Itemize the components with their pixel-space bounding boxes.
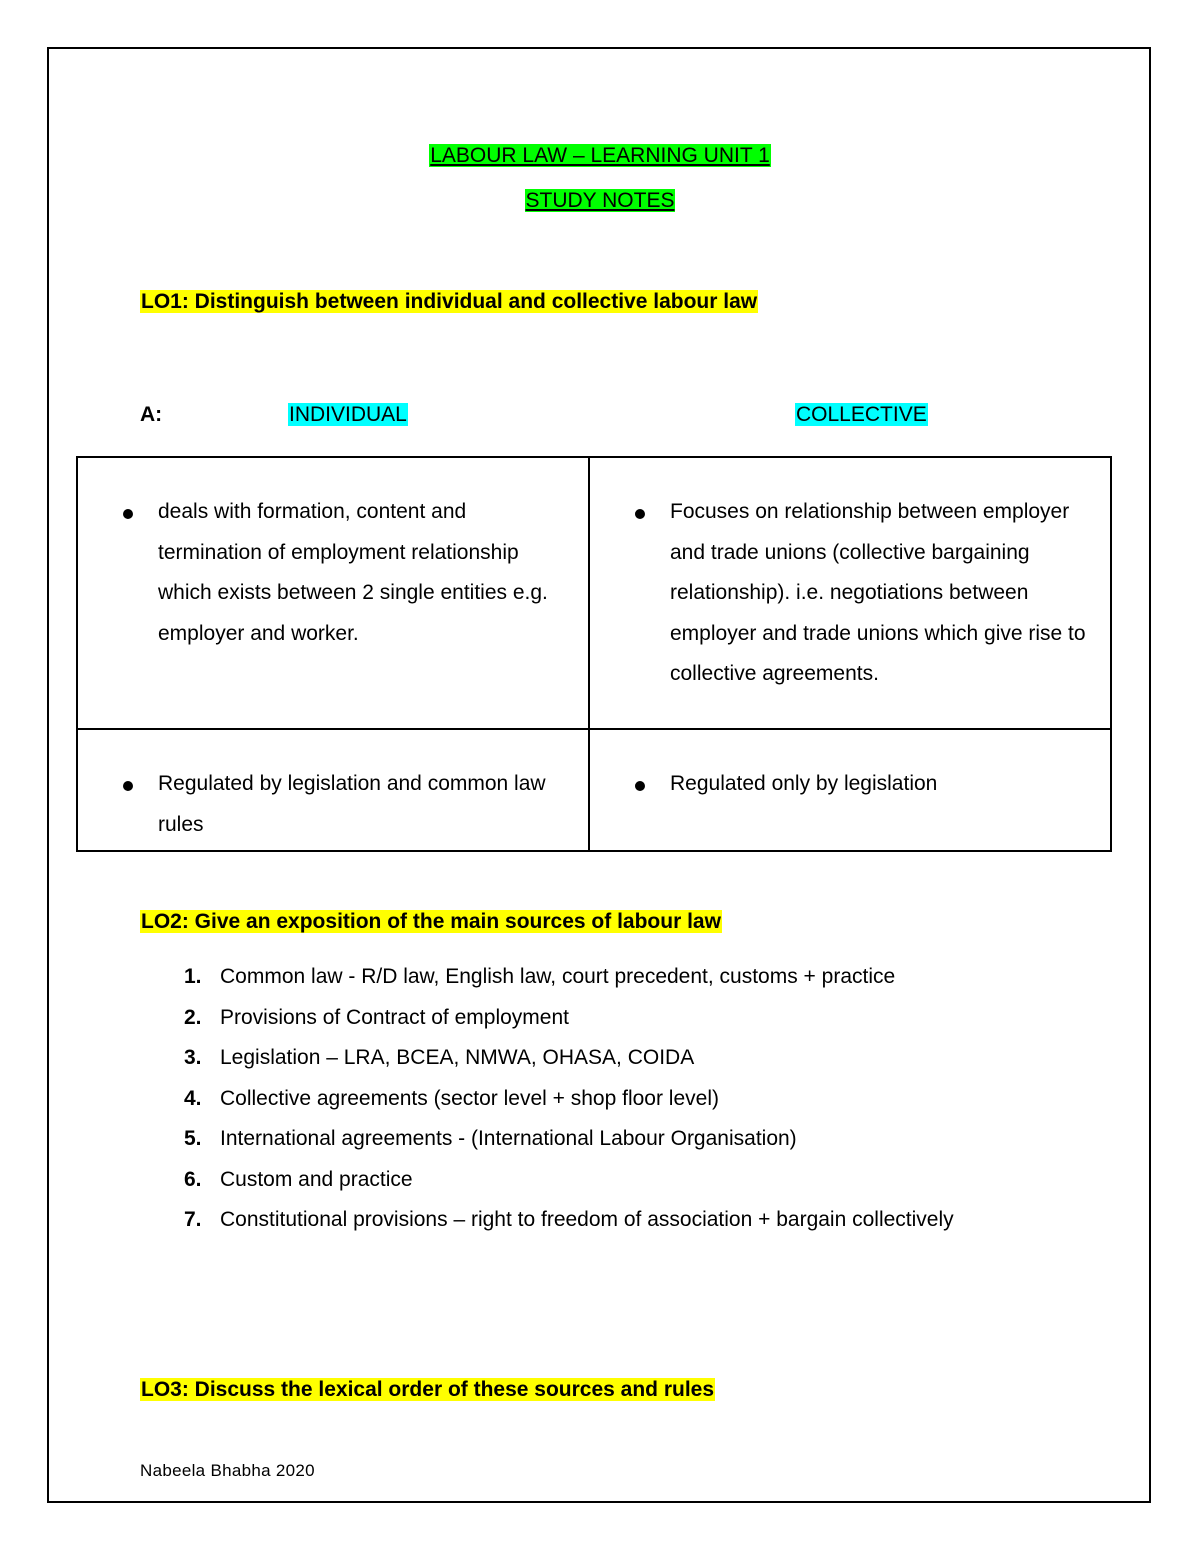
list-item-text: Collective agreements (sector level + shop floor level) [220,1086,719,1110]
individual-column-header-text: INDIVIDUAL [289,403,407,426]
collective-cell [589,729,1111,851]
bullet-icon [635,781,645,791]
document-title [0,143,1200,169]
list-item-text: Provisions of Contract of employment [220,1005,569,1029]
list-item [140,998,954,1039]
list-item [140,1038,954,1079]
lo3-heading-text: LO3: Discuss the lexical order of these sources and rules [141,1378,715,1401]
individual-cell-text: deals with formation, content and termination of employment relationship which exists between 2 single entities e.g. employer and worker. [158,500,548,645]
bullet-icon [123,781,133,791]
collective-cell-text: Focuses on relationship between employer and trade unions (collective bargaining relationship). i.e. negotiations between employer and trade unions which give rise to collective agreements. [670,500,1086,685]
comparison-table [76,456,1112,852]
table-row [77,457,1111,729]
list-item-number: 5. [184,1127,202,1150]
footer-author: Nabeela Bhabha 2020 [140,1461,315,1480]
list-item [140,957,954,998]
list-item [140,1079,954,1120]
collective-cell-text: Regulated only by legislation [670,772,938,795]
list-item [140,1160,954,1201]
lo1-heading-text: LO1: Distinguish between individual and collective labour law [141,290,758,313]
list-item-number: 7. [184,1208,202,1231]
list-item-text: Common law - R/D law, English law, court precedent, customs + practice [220,965,896,988]
list-item-number: 6. [184,1167,202,1191]
document-subtitle-text: STUDY NOTES [525,189,675,212]
individual-cell-text: Regulated by legislation and common law rules [158,772,546,836]
lo1-heading [140,289,758,315]
list-item-text: Constitutional provisions – right to freedom of association + bargain collectively [220,1208,954,1231]
collective-column-header [795,402,928,428]
lo2-heading [140,909,722,935]
lo2-heading-text: LO2: Give an exposition of the main sources of labour law [141,910,721,933]
individual-column-header [288,402,408,428]
sources-list [140,957,954,1241]
list-item-number: 3. [184,1046,202,1069]
collective-cell [589,457,1111,729]
list-item-number: 1. [184,965,202,988]
collective-column-header-text: COLLECTIVE [796,403,927,426]
lo3-heading [140,1377,715,1403]
list-item-text: Custom and practice [220,1167,413,1191]
list-item-text: Legislation – LRA, BCEA, NMWA, OHASA, COIDA [220,1046,695,1069]
bullet-icon [635,509,645,519]
list-item-number: 4. [184,1086,202,1110]
section-a-label: A: [140,403,163,426]
list-item [140,1119,954,1160]
list-item-text: International agreements - (International Labour Organisation) [220,1127,797,1150]
list-item-number: 2. [184,1005,202,1029]
document-title-text: LABOUR LAW – LEARNING UNIT 1 [430,144,770,167]
list-item [140,1200,954,1241]
individual-cell [77,457,589,729]
table-row [77,729,1111,851]
individual-cell [77,729,589,851]
document-subtitle [0,188,1200,214]
bullet-icon [123,509,133,519]
